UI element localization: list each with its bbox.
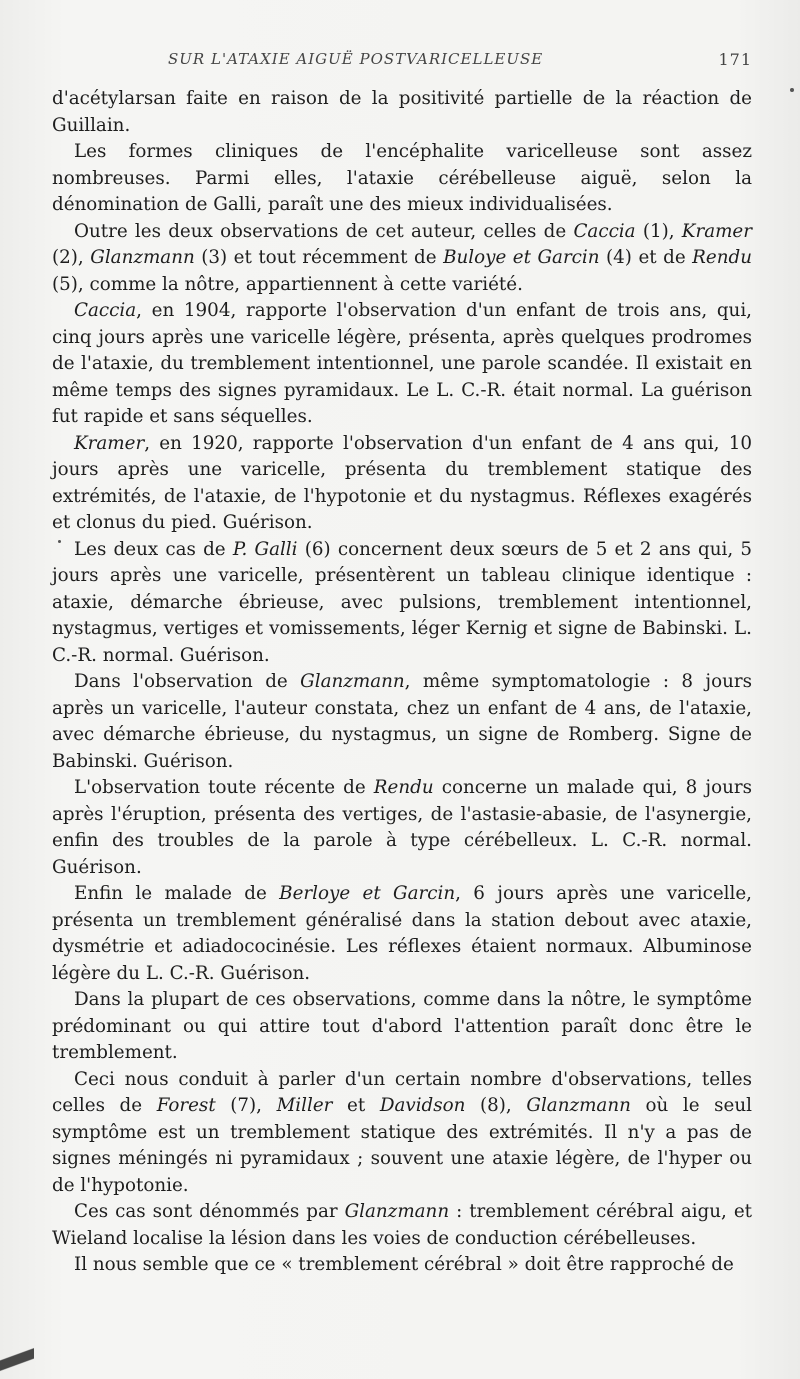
cited-author: Davidson — [379, 1095, 466, 1116]
text-run: : tremblement cérébral aigu, et Wieland localise la lésion dans les voies de conduction cérébelleuses. — [52, 1201, 752, 1249]
cited-author: Kramer — [681, 220, 752, 242]
scan-edge-mark — [0, 1339, 34, 1379]
paragraph — [52, 219, 752, 299]
text-run: (1), — [635, 220, 682, 242]
text-run: (5), comme la nôtre, appartiennent à cette variété. — [52, 273, 523, 295]
page-number: 171 — [718, 50, 752, 69]
cited-author: Caccia — [573, 220, 636, 242]
text-run: et — [332, 1095, 380, 1116]
text-run: (2), — [52, 247, 91, 268]
text-run: Outre les deux observations de cet auteur, celles de — [74, 220, 574, 242]
text-run: (8), — [465, 1095, 527, 1116]
paragraph — [52, 431, 752, 537]
paragraph: Les formes cliniques de l'encéphalite varicelleuse sont assez nombreuses. Parmi elles, l'ataxie cérébelleuse aiguë, selon la dénomination de Galli, paraît une des mieux individualisées. — [52, 141, 752, 215]
cited-author: Glanzmann — [526, 1095, 631, 1116]
cited-author: Glanzmann — [300, 671, 405, 692]
cited-author: Glanzmann — [344, 1201, 450, 1222]
paragraph — [52, 669, 752, 775]
paragraph — [52, 537, 752, 670]
text-run: (7), — [215, 1095, 277, 1116]
text-run: Ceci nous conduit à parler d'un certain nombre d'observations, telles celles de — [52, 1068, 752, 1116]
running-title: SUR L'ATAXIE AIGUË POSTVARICELLEUSE — [168, 50, 544, 68]
cited-author: Miller — [276, 1095, 333, 1116]
text-run: (6) concernent deux sœurs de 5 et 2 ans qui, 5 jours après une varicelle, présentèrent un tableau clinique identique : ataxie, démarche ébrieuse, avec pulsions, tremblement intentionnel, nystagmus, vertiges et vomissements, léger Kernig et signe de Babinski. L. C.-R. normal. Guérison. — [52, 538, 753, 666]
dust-speck — [790, 88, 794, 92]
cited-author: Forest — [156, 1095, 216, 1116]
paragraph — [52, 298, 752, 431]
text-run: L'observation toute récente de — [74, 777, 374, 798]
text-run: , 6 jours après une varicelle, présenta un tremblement généralisé dans la station debout avec ataxie, dysmétrie et adiadococinésie. Les réflexes étaient normaux. Albuminose légère du L. C.-R. Guérison. — [52, 883, 752, 984]
text-run: Dans l'observation de — [74, 671, 301, 692]
text-run: (4) et de — [599, 247, 693, 268]
cited-author: Rendu — [373, 777, 434, 798]
cited-author: Buloye et Garcin — [443, 247, 600, 268]
text-run: , en 1904, rapporte l'observation d'un enfant de trois ans, qui, cinq jours après une varicelle légère, présenta, après quelques prodromes de l'ataxie, du tremblement intentionnel, une parole scandée. Il existait en même temps des signes pyramidaux. Le L. C.-R. était normal. La guérison fut rapide et sans séquelles. — [52, 300, 752, 427]
cited-author: Caccia — [74, 300, 137, 321]
text-run: où le seul symptôme est un tremblement statique des extrémités. Il n'y a pas de signes méningés ni pyramidaux ; souvent une ataxie légère, de l'hyper ou de l'hypotonie. — [52, 1095, 752, 1196]
page-header — [58, 50, 760, 74]
cited-author: P. Galli — [232, 538, 298, 560]
paragraph: Dans la plupart de ces observations, comme dans la nôtre, le symptôme prédominant ou qui attire tout d'abord l'attention paraît donc être le tremblement. — [52, 989, 752, 1063]
dust-speck — [58, 540, 61, 543]
paragraph — [52, 1199, 752, 1252]
paragraph: d'acétylarsan faite en raison de la positivité partielle de la réaction de Guillain. — [52, 88, 752, 136]
cited-author: Kramer — [74, 432, 145, 454]
cited-author: Glanzmann — [90, 247, 195, 268]
paragraph — [52, 775, 752, 881]
text-run: concerne un malade qui, 8 jours après l'éruption, présenta des vertiges, de l'astasie-abasie, de l'asynergie, enfin des troubles de la parole à type cérébelleux. L. C.-R. normal. Guérison. — [52, 777, 752, 878]
paragraph — [52, 1067, 752, 1200]
text-run: Enfin le malade de — [74, 883, 280, 904]
paragraph — [52, 881, 752, 987]
text-run: Les deux cas de — [74, 538, 233, 560]
body-text — [52, 86, 752, 1279]
cited-author: Rendu — [692, 247, 752, 268]
text-run: , en 1920, rapporte l'observation d'un enfant de 4 ans qui, 10 jours après une varicelle, présenta du tremblement statique des extrémités, de l'ataxie, de l'hypotonie et du nystagmus. Réflexes exagérés et clonus du pied. Guérison. — [52, 432, 752, 533]
paragraph: Il nous semble que ce « tremblement cérébral » doit être rapproché de — [74, 1254, 734, 1275]
text-run: (3) et tout récemment de — [194, 247, 444, 268]
text-run: Ces cas sont dénommés par — [74, 1201, 345, 1222]
cited-author: Berloye et Garcin — [279, 883, 456, 904]
text-run: , même symptomatologie : 8 jours après un varicelle, l'auteur constata, chez un enfant de 4 ans, de l'ataxie, avec démarche ébrieuse, du nystagmus, un signe de Romberg. Signe de Babinski. Guérison. — [52, 671, 752, 772]
